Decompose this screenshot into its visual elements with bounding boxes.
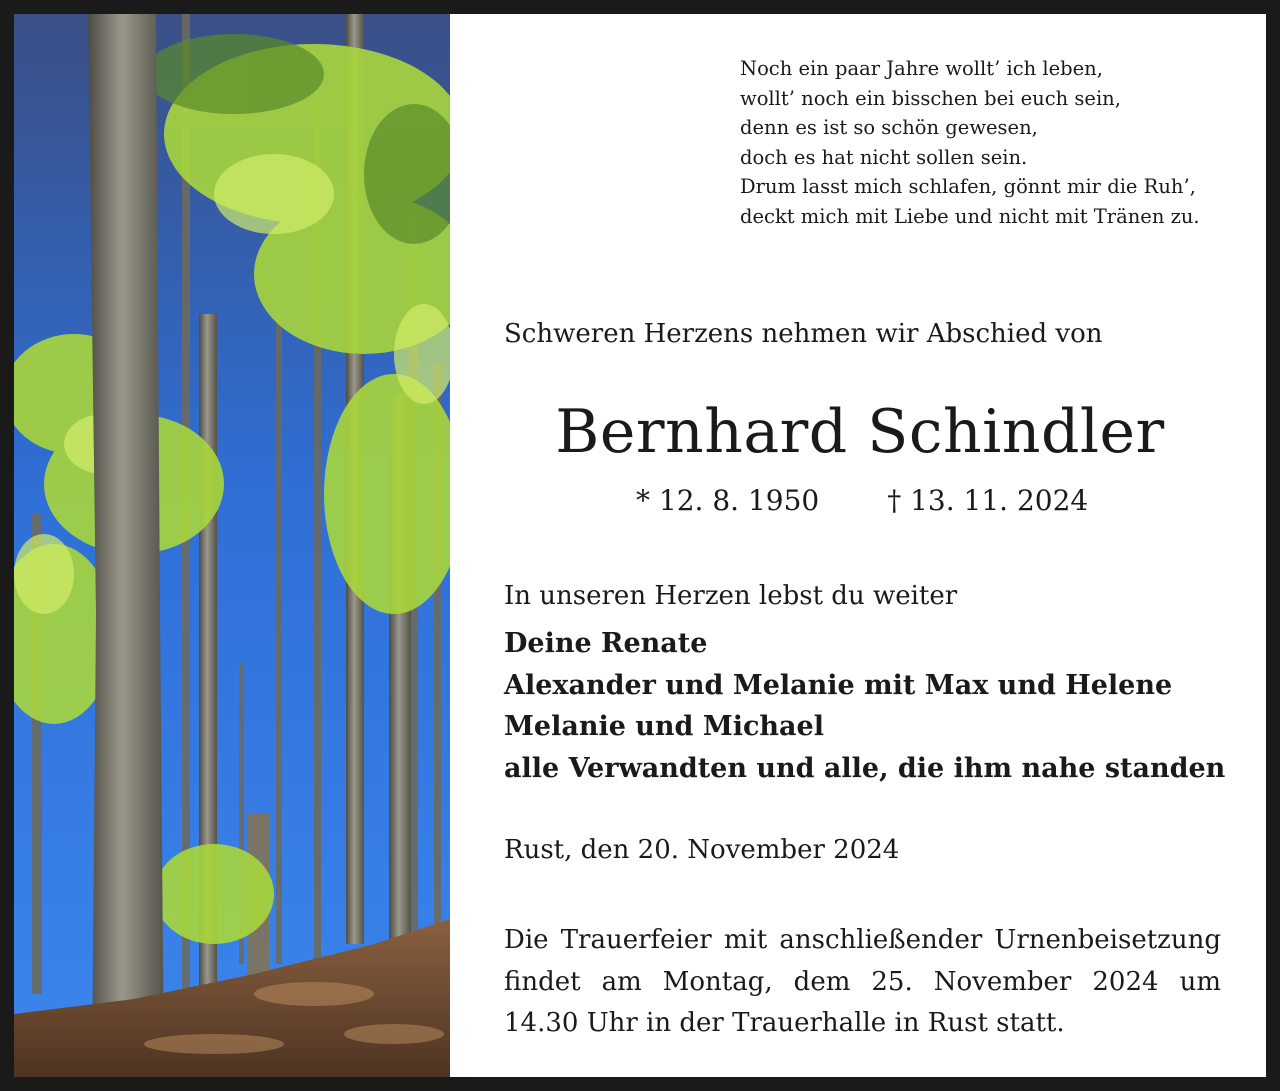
poem-line: Noch ein paar Jahre wollt’ ich leben, bbox=[740, 57, 1103, 80]
poem-line: doch es hat nicht sollen sein. bbox=[740, 145, 1028, 169]
mourners-list bbox=[504, 623, 1225, 789]
poem-line: Drum lasst mich schlafen, gönnt mir die Ruh’, bbox=[740, 175, 1196, 199]
poem bbox=[740, 54, 1240, 232]
life-dates bbox=[636, 484, 1088, 517]
mourner-line: Alexander und Melanie mit Max und Helene bbox=[504, 669, 1173, 701]
place-date: Rust, den 20. November 2024 bbox=[504, 835, 900, 865]
birth-date: * 12. 8. 1950 bbox=[636, 484, 820, 517]
service-notice bbox=[504, 920, 1221, 1045]
poem-line: wollt’ noch ein bisschen bei euch sein, bbox=[740, 86, 1121, 110]
service-line: 14.30 Uhr in der Trauerhalle in Rust statt. bbox=[504, 1008, 1065, 1038]
obituary-card bbox=[14, 14, 1266, 1077]
service-line: findet am Montag, dem 25. November 2024 um bbox=[504, 966, 1221, 997]
poem-line: denn es ist so schön gewesen, bbox=[740, 116, 1038, 140]
mourner-line: Deine Renate bbox=[504, 628, 708, 659]
mourner-line: Melanie und Michael bbox=[504, 711, 824, 742]
mourner-line: alle Verwandten und alle, die ihm nahe standen bbox=[504, 752, 1226, 784]
poem-line: deckt mich mit Liebe und nicht mit Tränen zu. bbox=[740, 204, 1200, 228]
forest-photo bbox=[14, 14, 450, 1077]
intro-text: Schweren Herzens nehmen wir Abschied von bbox=[504, 319, 1103, 349]
deceased-name: Bernhard Schindler bbox=[555, 397, 1165, 467]
tagline: In unseren Herzen lebst du weiter bbox=[504, 581, 958, 611]
service-line: Die Trauerfeier mit anschließender Urnenbeisetzung bbox=[504, 925, 1221, 955]
death-date: † 13. 11. 2024 bbox=[887, 484, 1089, 517]
